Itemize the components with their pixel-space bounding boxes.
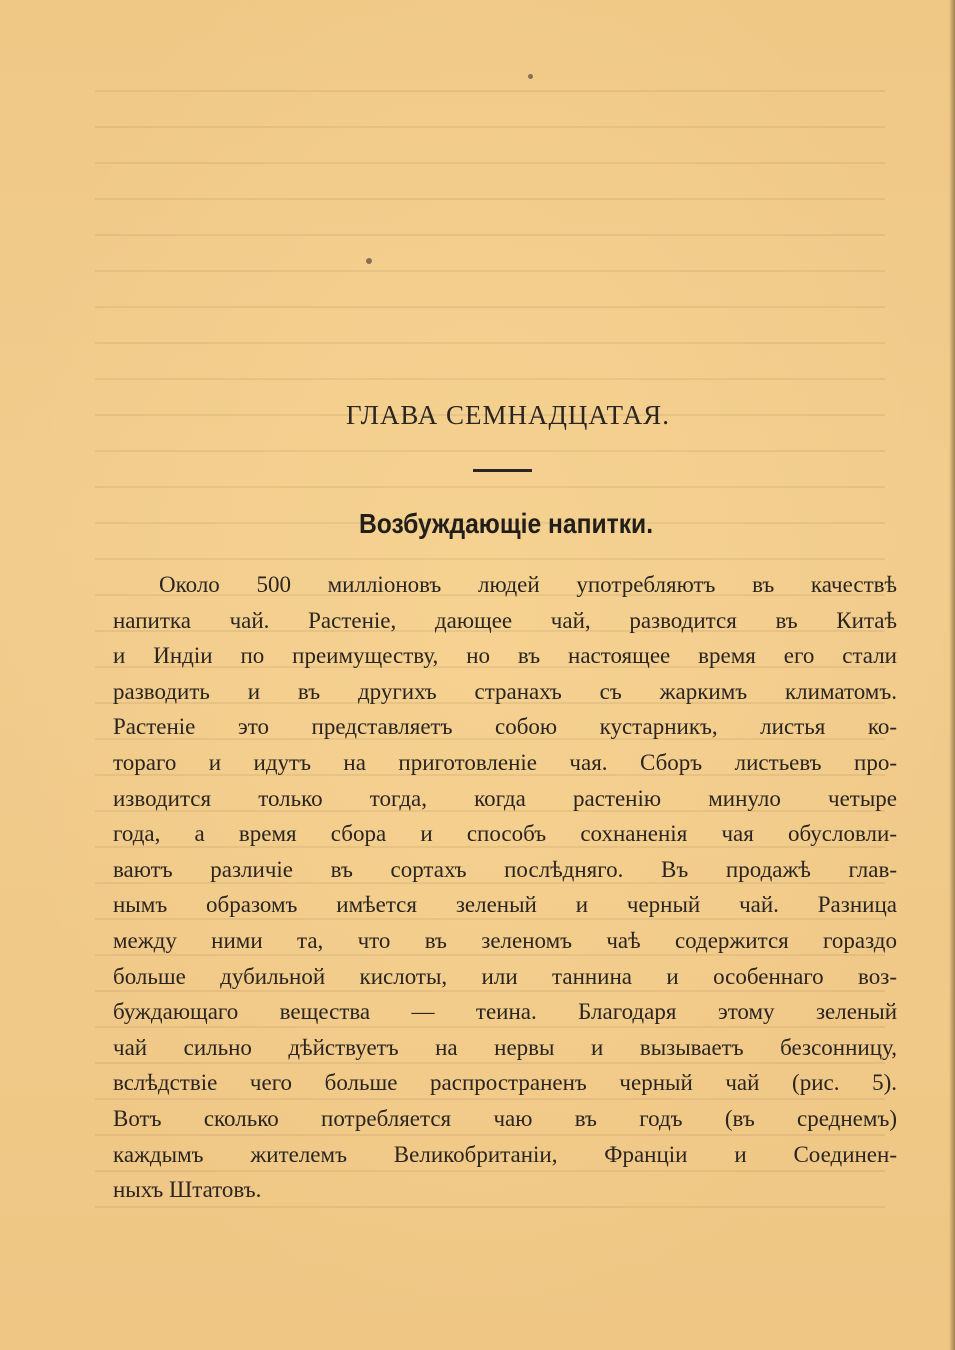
paragraph-line: Около 500 милліоновъ людей употребляютъ въ качествѣ — [159, 572, 897, 597]
heading-divider — [473, 469, 532, 472]
paragraph-line: чай сильно дѣйствуетъ на нервы и вызываетъ безсонницу, — [113, 1034, 897, 1060]
paragraph-line: тораго и идутъ на приготовленіе чая. Сборъ листьевъ про- — [113, 749, 897, 775]
chapter-heading: ГЛАВА СЕМНАДЦАТАЯ. — [346, 400, 670, 430]
paragraph-line: каждымъ жителемъ Великобританіи, Франціи и Соединен- — [113, 1141, 897, 1167]
paragraph-line: и Индіи по преимуществу, но въ настоящее время его стали — [113, 643, 897, 669]
paragraph-line: между ними та, что въ зеленомъ чаѣ содержится гораздо — [113, 927, 897, 953]
paragraph-line: ваютъ различіе въ сортахъ послѣдняго. Въ продажѣ глав- — [113, 856, 897, 882]
paragraph-line: Растеніе это представляетъ собою кустарникъ, листья ко- — [113, 714, 897, 740]
ink-speck — [528, 74, 533, 79]
paragraph-line: вслѣдствіе чего больше распространенъ черный чай (рис. 5). — [113, 1070, 897, 1096]
paragraph-line: напитка чай. Растеніе, дающее чай, разводится въ Китаѣ — [113, 607, 897, 633]
paragraph-line: разводить и въ другихъ странахъ съ жаркимъ климатомъ. — [113, 678, 897, 704]
paragraph-line: ныхъ Штатовъ. — [113, 1177, 262, 1203]
paragraph-line: изводится только тогда, когда растенію минуло четыре — [113, 785, 897, 811]
paragraph-line: года, а время сбора и способъ сохнаненія чая обусловли- — [113, 821, 897, 847]
paragraph-line: нымъ образомъ имѣется зеленый и черный чай. Разница — [113, 892, 897, 918]
paragraph — [113, 567, 897, 1208]
ink-speck — [366, 258, 372, 264]
paragraph-line: Вотъ сколько потребляется чаю въ годъ (въ среднемъ) — [113, 1105, 897, 1131]
paragraph-line: буждающаго вещества — теина. Благодаря этому зеленый — [113, 999, 897, 1025]
section-title: Возбуждающіе напитки. — [358, 508, 654, 539]
paragraph-line: больше дубильной кислоты, или таннина и особеннаго воз- — [113, 963, 897, 989]
page-edge — [949, 0, 955, 1350]
